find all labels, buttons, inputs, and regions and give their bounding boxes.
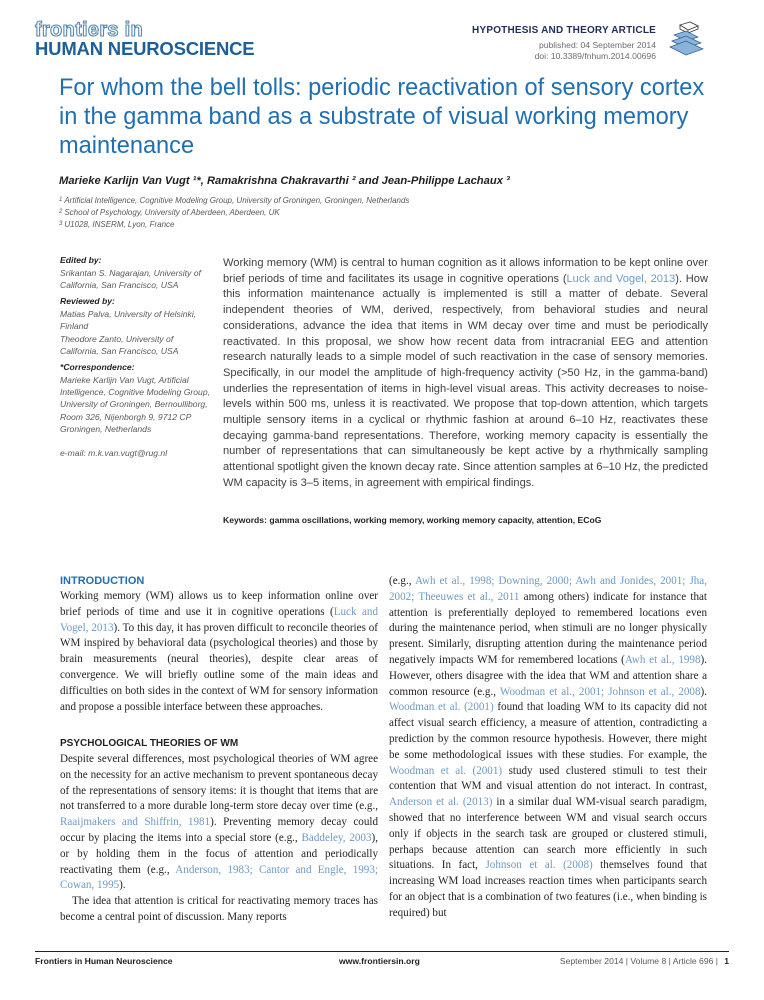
abstract-text: ). How this information maintenance actually is implemented is still a matter of debate. Several independent theories of WM, derived, respectively, from behavioral studies and neural considerations, advance the idea that items in WM decay over time and must be periodically reactivated. In this proposal, we show how recent data from intracranial EEG and attention research naturally leads to a simple model of such reactivation in the case of sensory memories. Specifically, in our model the amplitude of high-frequency activity (>50 Hz, in the gamma-band) underlies the representation of items in high-level visual areas. This activity decreases to noise-levels within 500 ms, unless it is reactivated. We propose that top-down attention, which targets multiple sensory items in a cyclical or rhythmic fashion at around 6–10 Hz, reactivates these decaying gamma-band representations. Therefore, working memory capacity is essentially the number of representations that can simultaneously be kept active by a rhythmically sampling attentional spotlight given the known decay rate. Since attention samples at 6–10 Hz, the predicted WM capacity is 3–5 items, in agreement with empirical findings. — [223, 272, 708, 489]
section-heading-introduction: INTRODUCTION — [60, 575, 145, 587]
body-text: found that loading WM to its capacity did not affect visual search efficiency, a measure of attention, contradicting a prediction by the common resource hypothesis. However, there might be some methodological issues with these studies. For example, the — [389, 701, 707, 761]
psych-theories-paragraphs — [60, 752, 378, 926]
body-paragraph: The idea that attention is critical for reactivating memory traces has become a central point of discussion. Many reports — [60, 895, 378, 923]
published-date: published: 04 September 2014 — [538, 40, 656, 50]
citation-link[interactable]: Anderson et al. (2013) — [389, 796, 493, 809]
doi[interactable]: doi: 10.3389/fnhum.2014.00696 — [534, 51, 656, 61]
affiliation-3 — [59, 220, 174, 229]
affiliation-text: Artificial Intelligence, Cognitive Modeling Group, University of Groningen, Groningen, Netherlands — [64, 196, 410, 205]
body-text: study used clustered stimuli to test their contention that WM and visual attention do not interact. In contrast, — [389, 764, 707, 793]
reviewer-1: Matias Palva, University of Helsinki, Finland — [60, 309, 197, 332]
article-type: HYPOTHESIS AND THEORY ARTICLE — [472, 25, 656, 36]
affiliation-number: 3 — [59, 221, 63, 227]
affiliation-number: 1 — [59, 197, 63, 203]
correspondence-text: Marieke Karlijn Van Vugt, Artificial Intelligence, Cognitive Modeling Group, University of Groningen, Bernoulliborg, Room 326, Nijenborgh 9, 9712 CP Groningen, Netherlands — [60, 375, 211, 434]
citation-link[interactable]: Johnson et al. (2008) — [485, 859, 593, 872]
body-text: in a similar dual WM-visual search paradigm, showed that no interference between WM and visual search occurs only if objects in the search task are grouped or clustered stimuli, perhaps because attention can search more efficiently in such situations. In fact, — [389, 796, 707, 872]
journal-logo-line2: HUMAN NEUROSCIENCE — [35, 38, 255, 59]
footer-journal-name: Frontiers in Human Neuroscience — [35, 956, 173, 966]
editor-text: Srikantan S. Nagarajan, University of California, San Francisco, USA — [60, 268, 201, 291]
correspondence-email[interactable]: e-mail: m.k.van.vugt@rug.nl — [60, 448, 168, 458]
affiliation-text: School of Psychology, University of Aberdeen, Aberdeen, UK — [64, 208, 280, 217]
citation-link[interactable]: Woodman et al., 2001; Johnson et al., 2008 — [499, 685, 701, 698]
body-text: ). — [700, 685, 707, 698]
citation-link[interactable]: Awh et al., 1998 — [624, 653, 701, 666]
author-list: Marieke Karlijn Van Vugt ¹*, Ramakrishna Chakravarthi ² and Jean-Philippe Lachaux ³ — [59, 175, 510, 187]
reviewer-2: Theodore Zanto, University of California, San Francisco, USA — [60, 334, 179, 357]
citation-link[interactable]: Luck and Vogel, 2013 — [60, 605, 378, 634]
citation-link[interactable]: Awh et al., 1998; Downing, 2000; Awh and Jonides, 2001; Jha, 2002; Theeuwes et al., 2011 — [389, 575, 707, 603]
reviewed-by-label: Reviewed by: — [60, 296, 115, 306]
keywords — [223, 515, 601, 525]
citation-link[interactable]: Woodman et al. (2001) — [389, 764, 503, 777]
abstract — [223, 256, 708, 492]
body-text: ). — [119, 879, 126, 892]
body-text: ), or by holding them in the focus of attention and periodically reactivating them (e.g., — [60, 831, 378, 876]
body-text: themselves found that increasing WM load increases reaction times when participants search for an object that is a combination of two features (i.e., when binding is required) but — [389, 859, 707, 919]
body-text: ). To this day, it has proven difficult to reconcile theories of WM inspired by behavioral data (psychological theories) and those by brain measurements (neural theories), despite clear areas of convergence. We will briefly outline some of the main ideas and difficulties on both sides in the context of WM for sensory information and propose a possible interface between these approaches. — [60, 621, 378, 713]
affiliation-number: 2 — [59, 209, 63, 215]
citation-link[interactable]: Raaijmakers and Shiffrin, 1981 — [60, 816, 211, 829]
footer-page-number: 1 — [724, 956, 729, 966]
right-column-text — [389, 574, 707, 922]
stacked-cube-logo-icon — [668, 21, 704, 57]
body-text: ). However, others disagree with the idea that WM and attention share a common resource (e.g., — [389, 653, 707, 698]
footer-divider — [35, 951, 729, 952]
citation-link[interactable]: Baddeley, 2003 — [301, 831, 372, 844]
affiliation-2 — [59, 208, 280, 217]
abstract-citation-link[interactable]: Luck and Vogel, 2013 — [566, 272, 676, 285]
body-text: ). Preventing memory decay could occur by placing the items into a special store (e.g., — [60, 816, 379, 844]
body-text: (e.g., — [389, 575, 415, 587]
edited-by-label: Edited by: — [60, 255, 102, 265]
intro-paragraph — [60, 589, 378, 715]
body-text: Despite several differences, most psychological theories of WM agree on the necessity for an active mechanism to prevent spontaneous decay of the representations of sensory items: it is thought that items that are not transferred to a more durable long-term store decay over time (e.g., — [60, 753, 378, 813]
body-text: among others) indicate for instance that attention is preferentially deployed to remembered locations even during the maintenance period, when stimuli are no longer physically present. Similarly, disrupting attention during the maintenance period negatively impacts WM for remembered locations ( — [389, 590, 708, 666]
correspondence-label: *Correspondence: — [60, 362, 135, 372]
body-text: Working memory (WM) allows us to keep information online over brief periods of time and use it in cognitive operations ( — [60, 590, 378, 618]
affiliation-text: U1028, INSERM, Lyon, France — [64, 220, 175, 229]
footer-issue-info: September 2014 | Volume 8 | Article 696 | — [559, 956, 718, 966]
keywords-value: gamma oscillations, working memory, working memory capacity, attention, ECoG — [269, 515, 602, 525]
citation-link[interactable]: Woodman et al. (2001) — [389, 701, 494, 714]
citation-link[interactable]: Anderson, 1983; Cantor and Engle, 1993; Cowan, 1995 — [60, 863, 378, 892]
abstract-text: Working memory (WM) is central to human cognition as it allows information to be kept online over brief periods of time and facilitates its usage in cognitive operations ( — [223, 257, 708, 285]
affiliation-1 — [59, 196, 409, 205]
journal-logo-line1: frontiers in — [35, 19, 144, 41]
keywords-label: Keywords: — [223, 515, 267, 525]
footer-website-link[interactable]: www.frontiersin.org — [339, 956, 420, 966]
article-title: For whom the bell tolls: periodic reactivation of sensory cortex in the gamma band as a substrate of visual working memory maintenance — [59, 75, 705, 159]
subsection-heading-psychological-theories: PSYCHOLOGICAL THEORIES OF WM — [60, 738, 239, 749]
